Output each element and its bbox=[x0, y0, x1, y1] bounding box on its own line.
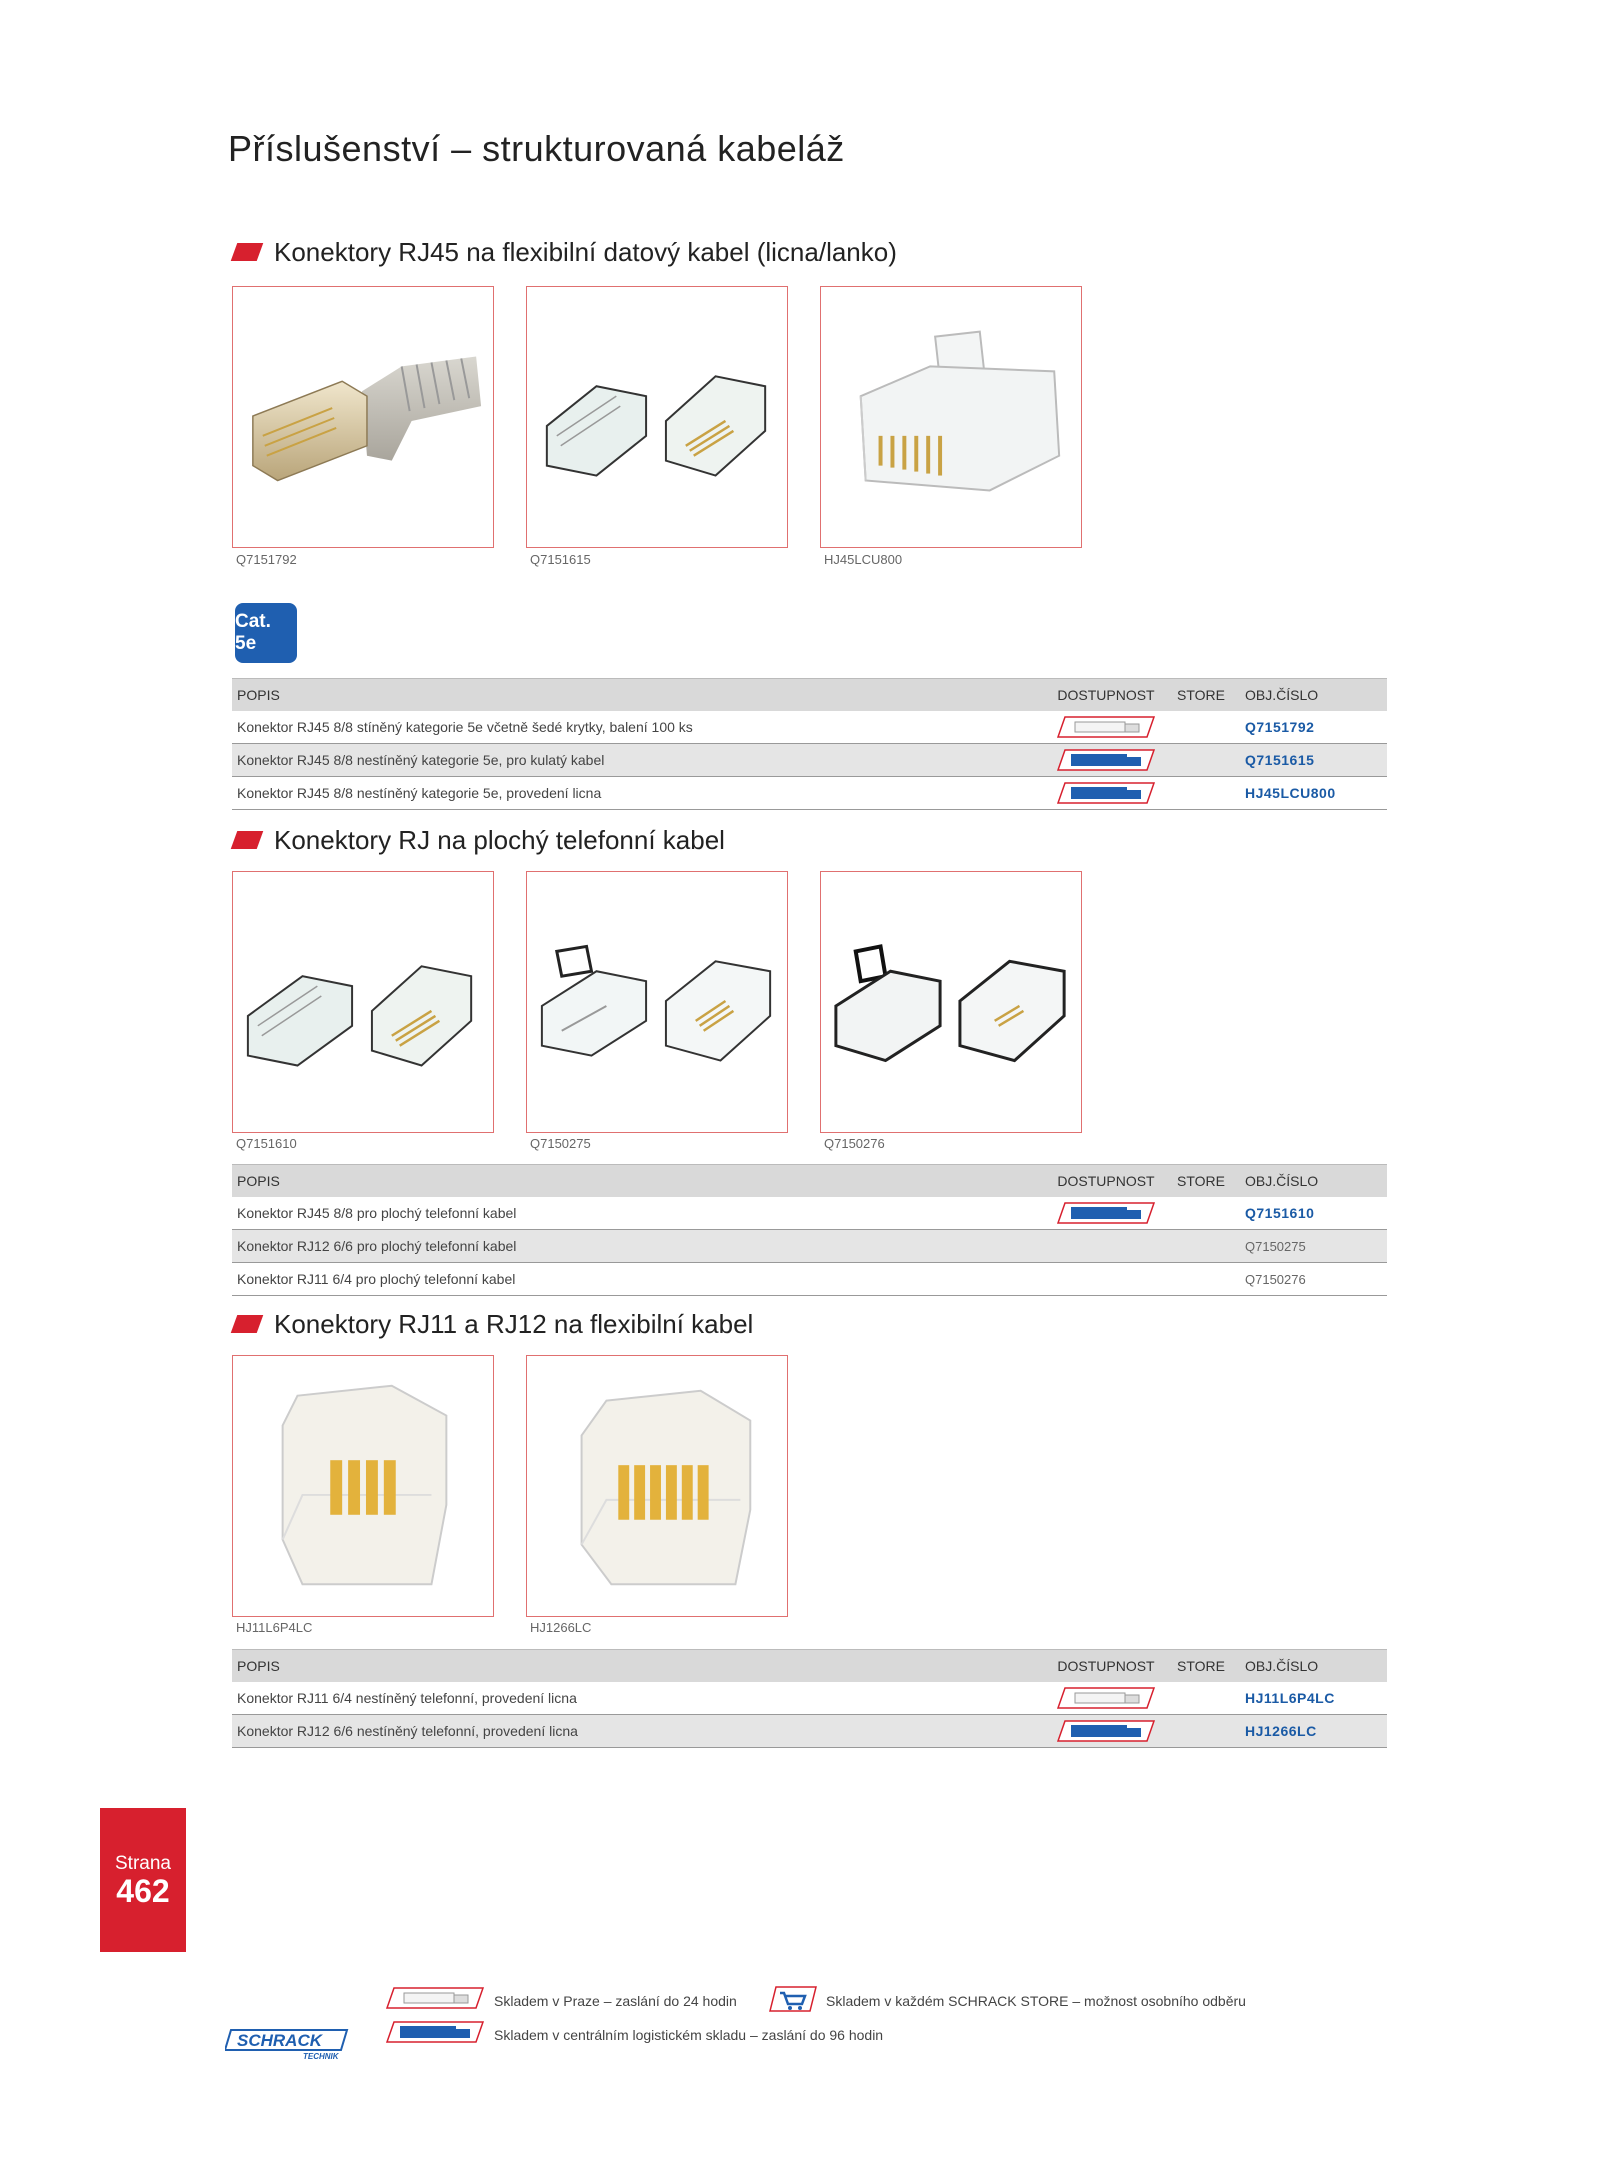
row-description: Konektor RJ45 8/8 nestíněný kategorie 5e, provedení licna bbox=[237, 785, 602, 801]
rj11-connector-icon bbox=[233, 1356, 493, 1616]
section-title: Konektory RJ45 na flexibilní datový kabel (licna/lanko) bbox=[274, 236, 897, 267]
shopping-cart-icon bbox=[768, 1985, 818, 2013]
table-row bbox=[232, 777, 1387, 810]
rj12-connectors-pair-icon bbox=[527, 872, 787, 1132]
row-description: Konektor RJ12 6/6 nestíněný telefonní, provedení licna bbox=[237, 1723, 578, 1739]
column-header-store: STORE bbox=[1177, 687, 1225, 703]
order-code-link[interactable]: HJ11L6P4LC bbox=[1245, 1690, 1335, 1706]
schrack-logo-icon bbox=[225, 2028, 349, 2060]
section-marker-icon bbox=[231, 831, 264, 849]
order-code-cell bbox=[1237, 1271, 1387, 1287]
legend-store bbox=[768, 1985, 818, 2018]
section-marker-icon bbox=[231, 1315, 264, 1333]
availability-cell bbox=[1047, 716, 1165, 738]
row-description: Konektor RJ11 6/4 pro plochý telefonní kabel bbox=[237, 1271, 516, 1287]
order-code-link[interactable]: Q7151792 bbox=[1245, 719, 1315, 735]
column-header-popis: POPIS bbox=[237, 687, 280, 703]
image-code: Q7151615 bbox=[530, 552, 591, 567]
product-table bbox=[232, 678, 1387, 810]
order-code-cell bbox=[1237, 719, 1387, 735]
product-table bbox=[232, 1649, 1387, 1748]
row-description: Konektor RJ45 8/8 pro plochý telefonní kabel bbox=[237, 1205, 517, 1221]
blue-truck-icon bbox=[1057, 1202, 1155, 1224]
row-description: Konektor RJ12 6/6 pro plochý telefonní kabel bbox=[237, 1238, 517, 1254]
column-header-store: STORE bbox=[1177, 1658, 1225, 1674]
table-row bbox=[232, 744, 1387, 777]
order-code-link[interactable]: HJ1266LC bbox=[1245, 1723, 1317, 1739]
order-code-cell bbox=[1237, 785, 1387, 801]
legend-white-truck bbox=[386, 1987, 484, 2014]
table-row bbox=[232, 711, 1387, 744]
order-code-cell bbox=[1237, 1690, 1387, 1706]
product-image bbox=[526, 871, 788, 1133]
order-code-cell bbox=[1237, 1723, 1387, 1739]
section-title: Konektory RJ na plochý telefonní kabel bbox=[274, 824, 725, 855]
category-badge: Cat. 5e bbox=[235, 603, 297, 663]
order-code-cell bbox=[1237, 1238, 1387, 1254]
legend-store-text: Skladem v každém SCHRACK STORE – možnost osobního odběru bbox=[826, 1993, 1246, 2009]
page-title: Příslušenství – strukturovaná kabeláž bbox=[228, 128, 845, 169]
table-row bbox=[232, 1682, 1387, 1715]
table-header bbox=[232, 678, 1387, 711]
page-number-badge bbox=[100, 1808, 186, 1952]
order-code-cell bbox=[1237, 1205, 1387, 1221]
product-table bbox=[232, 1164, 1387, 1296]
table-row bbox=[232, 1263, 1387, 1296]
order-code-cell bbox=[1237, 752, 1387, 768]
image-code: HJ1266LC bbox=[530, 1620, 592, 1635]
rj45-connector-with-boot-icon bbox=[233, 287, 493, 547]
rj45-connector-large-icon bbox=[821, 287, 1081, 547]
legend-blue-truck bbox=[386, 2021, 484, 2048]
column-header-dostupnost: DOSTUPNOST bbox=[1057, 687, 1155, 703]
product-image bbox=[820, 871, 1082, 1133]
image-code: Q7150275 bbox=[530, 1136, 591, 1151]
white-truck-icon bbox=[1057, 1687, 1155, 1709]
column-header-dostupnost: DOSTUPNOST bbox=[1057, 1173, 1155, 1189]
row-description: Konektor RJ45 8/8 nestíněný kategorie 5e, pro kulatý kabel bbox=[237, 752, 605, 768]
image-code: Q7150276 bbox=[824, 1136, 885, 1151]
product-image bbox=[526, 1355, 788, 1617]
blue-truck-icon bbox=[1057, 782, 1155, 804]
column-header-obj: OBJ.ČÍSLO bbox=[1245, 1658, 1319, 1674]
legend-white-truck-text: Skladem v Praze – zaslání do 24 hodin bbox=[494, 1993, 737, 2009]
table-row bbox=[232, 1715, 1387, 1748]
column-header-popis: POPIS bbox=[237, 1658, 280, 1674]
section-heading bbox=[234, 234, 897, 270]
availability-cell bbox=[1047, 782, 1165, 804]
section-marker-icon bbox=[231, 243, 264, 261]
row-description: Konektor RJ11 6/4 nestíněný telefonní, provedení licna bbox=[237, 1690, 577, 1706]
column-header-popis: POPIS bbox=[237, 1173, 280, 1189]
availability-cell bbox=[1047, 1687, 1165, 1709]
page-label: Strana bbox=[115, 1853, 171, 1874]
legend-blue-truck-text: Skladem v centrálním logistickém skladu – zaslání do 96 hodin bbox=[494, 2027, 884, 2043]
table-row bbox=[232, 1197, 1387, 1230]
order-code-link[interactable]: Q7151610 bbox=[1245, 1205, 1315, 1221]
logo-text: SCHRACK bbox=[237, 2031, 322, 2050]
table-header bbox=[232, 1164, 1387, 1197]
section-heading bbox=[234, 822, 725, 858]
order-code: Q7150276 bbox=[1245, 1272, 1306, 1287]
order-code: Q7150275 bbox=[1245, 1239, 1306, 1254]
availability-cell bbox=[1047, 749, 1165, 771]
table-header bbox=[232, 1649, 1387, 1682]
table-row bbox=[232, 1230, 1387, 1263]
image-code: Q7151792 bbox=[236, 552, 297, 567]
image-code: HJ11L6P4LC bbox=[236, 1620, 313, 1635]
column-header-obj: OBJ.ČÍSLO bbox=[1245, 687, 1319, 703]
schrack-logo bbox=[225, 2028, 349, 2065]
availability-cell bbox=[1047, 1202, 1165, 1224]
product-image bbox=[232, 286, 494, 548]
order-code-link[interactable]: Q7151615 bbox=[1245, 752, 1315, 768]
white-truck-icon bbox=[386, 1987, 484, 2009]
rj12-connector-icon bbox=[527, 1356, 787, 1616]
rj45-connectors-pair-icon bbox=[527, 287, 787, 547]
page-number: 462 bbox=[116, 1873, 170, 1909]
product-image bbox=[820, 286, 1082, 548]
product-image bbox=[526, 286, 788, 548]
column-header-store: STORE bbox=[1177, 1173, 1225, 1189]
white-truck-icon bbox=[1057, 716, 1155, 738]
row-description: Konektor RJ45 8/8 stíněný kategorie 5e včetně šedé krytky, balení 100 ks bbox=[237, 719, 693, 735]
rj45-connectors-pair-icon bbox=[233, 872, 493, 1132]
product-image bbox=[232, 1355, 494, 1617]
image-code: HJ45LCU800 bbox=[824, 552, 903, 567]
column-header-obj: OBJ.ČÍSLO bbox=[1245, 1173, 1319, 1189]
order-code-link[interactable]: HJ45LCU800 bbox=[1245, 785, 1336, 801]
rj11-connectors-pair-icon bbox=[821, 872, 1081, 1132]
product-image bbox=[232, 871, 494, 1133]
availability-cell bbox=[1047, 1720, 1165, 1742]
blue-truck-icon bbox=[386, 2021, 484, 2043]
section-heading bbox=[234, 1306, 753, 1342]
logo-subtext: TECHNIK bbox=[303, 2052, 339, 2060]
section-title: Konektory RJ11 a RJ12 na flexibilní kabel bbox=[274, 1308, 754, 1339]
blue-truck-icon bbox=[1057, 749, 1155, 771]
image-code: Q7151610 bbox=[236, 1136, 297, 1151]
blue-truck-icon bbox=[1057, 1720, 1155, 1742]
column-header-dostupnost: DOSTUPNOST bbox=[1057, 1658, 1155, 1674]
